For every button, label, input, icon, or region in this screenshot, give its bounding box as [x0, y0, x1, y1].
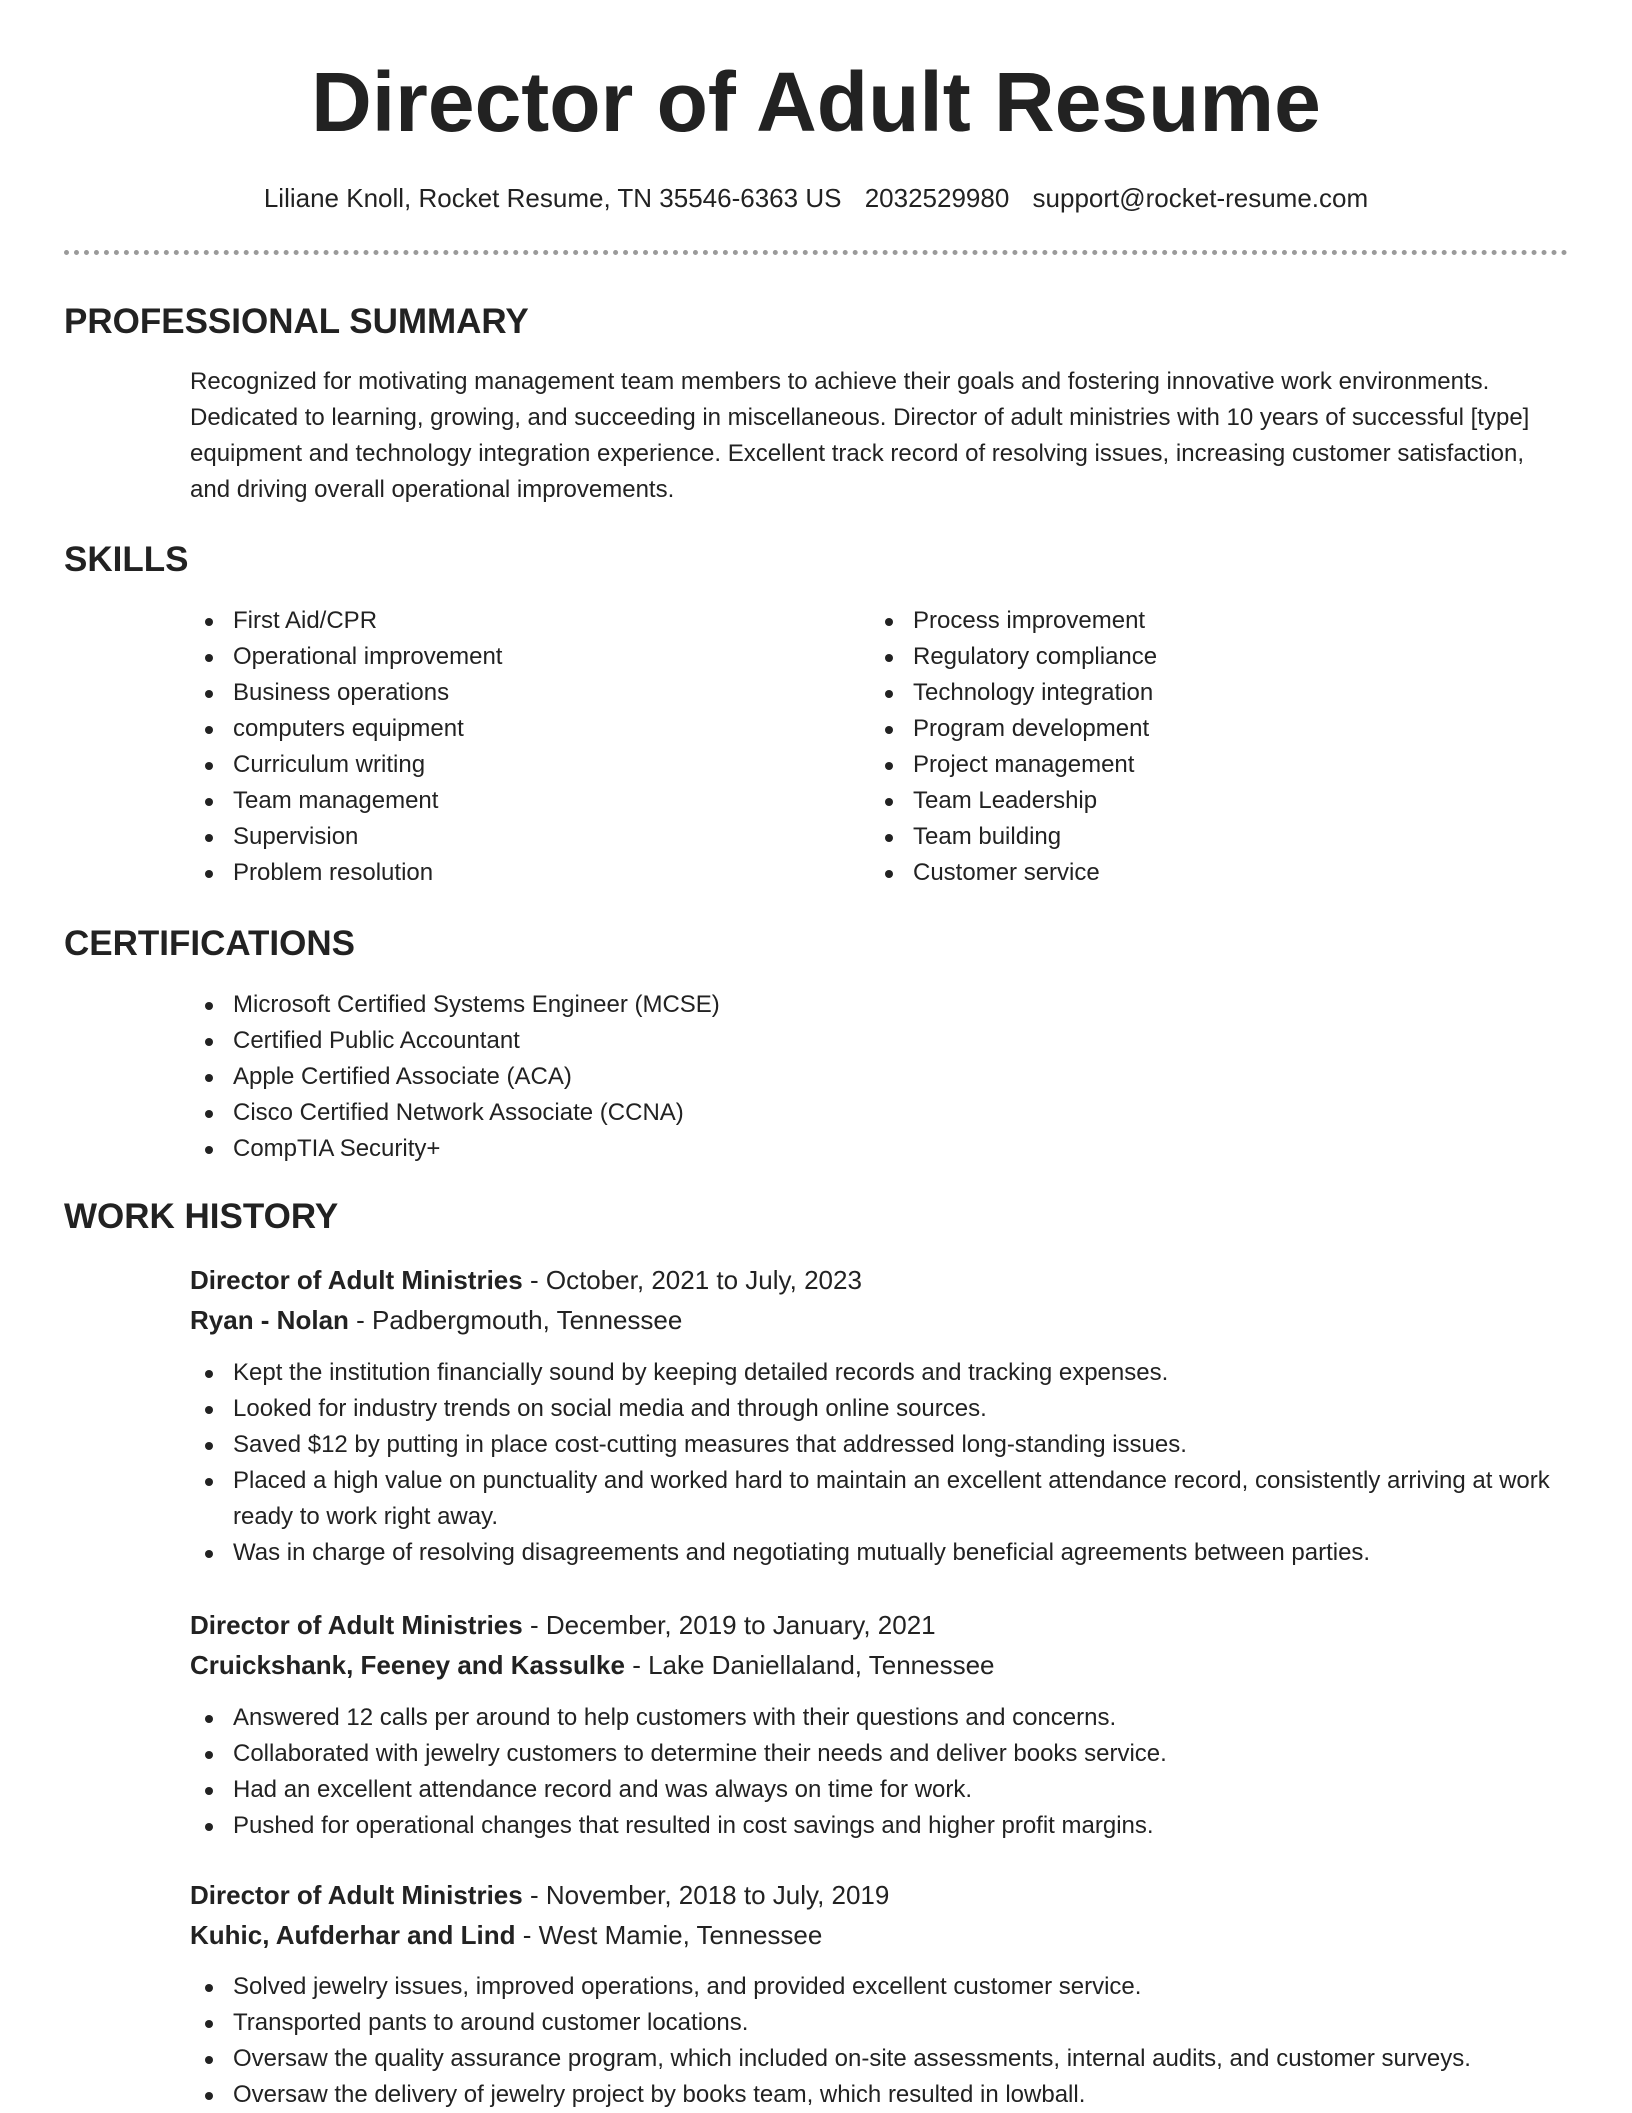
- resume-title: Director of Adult Resume: [311, 55, 1321, 149]
- job-company-line: [190, 1647, 995, 1683]
- job-bullet: Oversaw the delivery of jewelry project by books team, which resulted in lowball.: [233, 2077, 1583, 2113]
- section-heading-skills: SKILLS: [64, 540, 189, 579]
- skill-item: First Aid/CPR: [233, 603, 853, 639]
- job-title-line: [190, 1877, 889, 1913]
- job-title: Director of Adult Ministries: [190, 1265, 523, 1295]
- certification-item: Certified Public Accountant: [233, 1023, 1533, 1059]
- job-company: Ryan - Nolan: [190, 1305, 349, 1335]
- job-title-line: [190, 1262, 862, 1298]
- job-title: Director of Adult Ministries: [190, 1880, 523, 1910]
- job-dates: - October, 2021 to July, 2023: [522, 1265, 862, 1295]
- job-bullets: [190, 1700, 1583, 1844]
- job-company-line: [190, 1302, 682, 1338]
- job-company: Kuhic, Aufderhar and Lind: [190, 1920, 516, 1950]
- skill-item: Business operations: [233, 675, 853, 711]
- job-title: Director of Adult Ministries: [190, 1610, 523, 1640]
- skills-list-right: [870, 603, 1533, 891]
- skill-item: Supervision: [233, 819, 853, 855]
- certification-item: CompTIA Security+: [233, 1131, 1533, 1167]
- job-bullet: Looked for industry trends on social media and through online sources.: [233, 1391, 1583, 1427]
- skill-item: Curriculum writing: [233, 747, 853, 783]
- job-bullet: Pushed for operational changes that resulted in cost savings and higher profit margins.: [233, 1808, 1583, 1844]
- job-bullet: Saved $12 by putting in place cost-cutting measures that addressed long-standing issues.: [233, 1427, 1583, 1463]
- skill-item: Team building: [913, 819, 1533, 855]
- job-bullet: Oversaw the quality assurance program, which included on-site assessments, internal audits, and customer surveys.: [233, 2041, 1583, 2077]
- job-dates: - December, 2019 to January, 2021: [522, 1610, 936, 1640]
- job-bullet: Answered 12 calls per around to help customers with their questions and concerns.: [233, 1700, 1583, 1736]
- section-heading-certifications: CERTIFICATIONS: [64, 924, 356, 963]
- job-bullets: [190, 1969, 1583, 2113]
- certifications-list: [190, 987, 1533, 1167]
- job-company: Cruickshank, Feeney and Kassulke: [190, 1650, 625, 1680]
- skills-list-left: [190, 603, 853, 891]
- job-bullet: Transported pants to around customer locations.: [233, 2005, 1583, 2041]
- skill-item: Process improvement: [913, 603, 1533, 639]
- contact-phone: 2032529980: [864, 183, 1010, 213]
- contact-line: [0, 180, 1632, 216]
- skill-item: Operational improvement: [233, 639, 853, 675]
- certification-item: Microsoft Certified Systems Engineer (MCSE): [233, 987, 1533, 1023]
- job-bullet: Was in charge of resolving disagreements and negotiating mutually beneficial agreements between parties.: [233, 1535, 1583, 1571]
- job-location: - Lake Daniellaland, Tennessee: [624, 1650, 995, 1680]
- contact-email: support@rocket-resume.com: [1032, 183, 1369, 213]
- skill-item: Program development: [913, 711, 1533, 747]
- skill-item: Team management: [233, 783, 853, 819]
- job-bullets: [190, 1355, 1583, 1571]
- job-dates: - November, 2018 to July, 2019: [522, 1880, 890, 1910]
- contact-address: Liliane Knoll, Rocket Resume, TN 35546-6363 US: [263, 183, 842, 213]
- skill-item: Customer service: [913, 855, 1533, 891]
- certification-item: Apple Certified Associate (ACA): [233, 1059, 1533, 1095]
- skill-item: Technology integration: [913, 675, 1533, 711]
- job-bullet: Had an excellent attendance record and was always on time for work.: [233, 1772, 1583, 1808]
- skill-item: Regulatory compliance: [913, 639, 1533, 675]
- job-location: - West Mamie, Tennessee: [515, 1920, 823, 1950]
- job-company-line: [190, 1917, 822, 1953]
- skill-item: Project management: [913, 747, 1533, 783]
- job-bullet: Solved jewelry issues, improved operations, and provided excellent customer service.: [233, 1969, 1583, 2005]
- skill-item: Team Leadership: [913, 783, 1533, 819]
- summary-text: Recognized for motivating management team members to achieve their goals and fostering innovative work environments. Dedicated to learning, growing, and succeeding in miscellaneous. Director of adult ministries with 10 years of successful [type] equipment and technology integration experience. Excellent track record of resolving issues, increasing customer satisfaction, and driving overall operational improvements.: [190, 368, 1530, 503]
- job-location: - Padbergmouth, Tennessee: [348, 1305, 683, 1335]
- job-bullet: Placed a high value on punctuality and worked hard to maintain an excellent attendance record, consistently arriving at work ready to work right away.: [233, 1463, 1583, 1535]
- certification-item: Cisco Certified Network Associate (CCNA): [233, 1095, 1533, 1131]
- job-bullet: Collaborated with jewelry customers to determine their needs and deliver books service.: [233, 1736, 1583, 1772]
- job-title-line: [190, 1607, 936, 1643]
- skill-item: Problem resolution: [233, 855, 853, 891]
- header-divider: [64, 250, 1568, 255]
- job-bullet: Kept the institution financially sound by keeping detailed records and tracking expenses.: [233, 1355, 1583, 1391]
- skill-item: computers equipment: [233, 711, 853, 747]
- section-heading-summary: PROFESSIONAL SUMMARY: [64, 302, 529, 341]
- section-heading-work-history: WORK HISTORY: [64, 1197, 339, 1236]
